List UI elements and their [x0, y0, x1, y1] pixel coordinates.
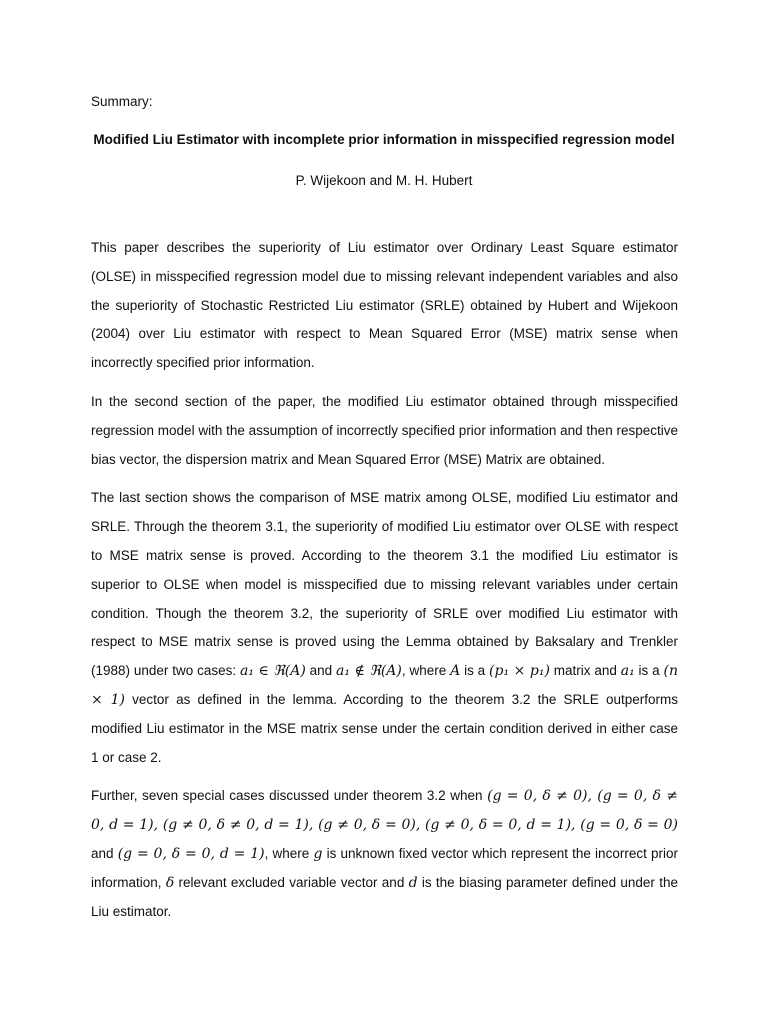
paragraph-3-text: matrix and: [549, 663, 621, 679]
paragraph-4-text: , where: [264, 845, 314, 861]
math-expression: d: [408, 874, 418, 891]
paragraph-3-text: is a: [634, 663, 664, 679]
paragraph-4-text: and: [91, 845, 118, 861]
math-expression: (g = 0, δ = 0, d = 1): [117, 845, 265, 862]
paragraph-4-text: Further, seven special cases discussed under theorem 3.2 when: [91, 788, 488, 804]
math-expression: (g = 0, δ ≠ 0), (g = 0, δ ≠ 0, d = 1), (g ≠ 0, δ ≠ 0, d = 1), (g ≠ 0, δ = 0), (g ≠ 0, δ = 0, d = 1), (g = 0, δ = 0): [91, 788, 678, 834]
summary-heading: Summary:: [91, 94, 153, 109]
paragraph-4-text: relevant excluded variable vector and: [174, 874, 409, 890]
math-expression: a₁: [620, 663, 635, 680]
paragraph-1: This paper describes the superiority of Liu estimator over Ordinary Least Square estimator (OLSE) in misspecified regression model due to missing relevant independent variables and also the superiority of Stochastic Restricted Liu estimator (SRLE) obtained by Hubert and Wijekoon (2004) over Liu estimator with respect to Mean Squared Error (MSE) matrix sense when incorrectly specified prior information.: [91, 240, 678, 371]
math-expression: g: [313, 845, 323, 862]
math-expression: a₁ ∈ ℜ(A): [239, 663, 306, 680]
paragraph-2: In the second section of the paper, the modified Liu estimator obtained through misspecified regression model with the assumption of incorrectly specified prior information and then respective bias vector, the dispersion matrix and Mean Squared Error (MSE) Matrix are obtained.: [91, 393, 678, 467]
paper-title: Modified Liu Estimator with incomplete prior information in misspecified regression model: [93, 132, 675, 147]
paragraph-4-text: is the biasing parameter defined under the Liu estimator.: [91, 874, 678, 919]
math-expression: (n × 1): [91, 663, 678, 708]
paragraph-3-text: , where: [401, 663, 451, 679]
paragraph-3-text: vector as defined in the lemma. According to the theorem 3.2 the SRLE outperforms modified Liu estimator in the MSE matrix sense under the certain condition derived in either case 1 or case 2.: [91, 691, 678, 765]
paper-authors: P. Wijekoon and M. H. Hubert: [295, 173, 473, 188]
math-expression: A: [450, 663, 461, 680]
paragraph-3: [91, 484, 678, 772]
paragraph-3-text: The last section shows the comparison of MSE matrix among OLSE, modified Liu estimator and SRLE. Through the theorem 3.1, the superiority of modified Liu estimator over OLSE with respect to MSE matrix sense is proved. According to the theorem 3.1 the modified Liu estimator is superior to OLSE when model is misspecified due to missing relevant variables under certain condition. Though the theorem 3.2, the superiority of SRLE over modified Liu estimator with respect to MSE matrix sense is proved using the Lemma obtained by Baksalary and Trenkler (1988) under two cases:: [91, 490, 678, 679]
math-expression: (p₁ × p₁): [489, 663, 550, 680]
summary-body: [91, 234, 678, 936]
paragraph-4-text: is unknown fixed vector which represent the incorrect prior information,: [91, 845, 678, 890]
math-expression: a₁ ∉ ℜ(A): [336, 663, 402, 680]
math-expression: δ: [165, 874, 175, 891]
paragraph-3-text: and: [305, 663, 337, 679]
paragraph-4: [91, 782, 678, 926]
paragraph-3-text: is a: [460, 663, 490, 679]
